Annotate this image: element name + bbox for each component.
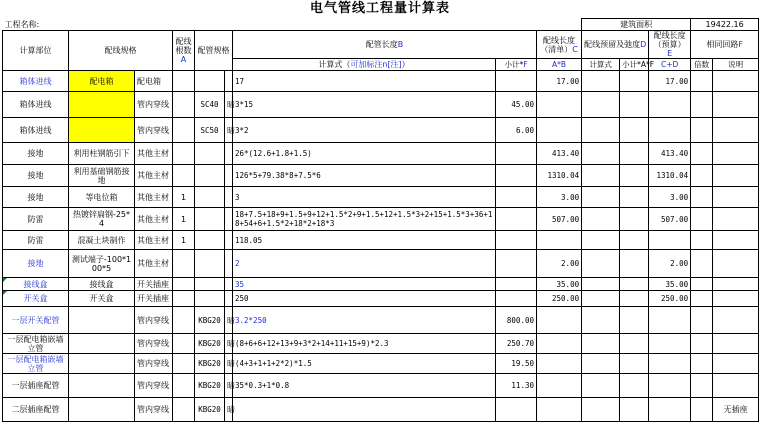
method-cell[interactable] xyxy=(225,208,233,231)
header-note: 说明 xyxy=(713,59,759,71)
type-cell[interactable]: 管内穿线 xyxy=(135,307,173,334)
cpd-cell[interactable] xyxy=(649,231,691,250)
multiple-cell[interactable] xyxy=(691,250,713,278)
type-cell[interactable]: 其他主材 xyxy=(135,165,173,187)
reserve-formula-cell[interactable] xyxy=(582,354,620,374)
cpd-cell[interactable] xyxy=(649,307,691,334)
axb-cell[interactable]: 35.00 xyxy=(537,278,582,291)
roots-cell[interactable] xyxy=(173,291,195,307)
pipe-cell[interactable]: SC40 xyxy=(195,92,225,118)
pipe-cell[interactable] xyxy=(195,208,225,231)
reserve-formula-cell[interactable] xyxy=(582,92,620,118)
multiple-cell[interactable] xyxy=(691,231,713,250)
subtotal-cell[interactable] xyxy=(496,291,537,307)
pipe-cell[interactable] xyxy=(195,231,225,250)
subtotal-cell[interactable] xyxy=(496,71,537,92)
method-cell[interactable]: 暗 xyxy=(225,118,233,143)
pipe-cell[interactable]: KBG20 xyxy=(195,354,225,374)
method-cell[interactable] xyxy=(225,250,233,278)
note-cell[interactable] xyxy=(713,250,759,278)
multiple-cell[interactable] xyxy=(691,71,713,92)
roots-cell[interactable] xyxy=(173,278,195,291)
cpd-cell[interactable] xyxy=(649,92,691,118)
table-row xyxy=(3,374,759,398)
note-cell[interactable] xyxy=(713,278,759,291)
type-cell[interactable]: 其他主材 xyxy=(135,250,173,278)
method-cell[interactable]: 暗 xyxy=(225,307,233,334)
multiple-cell[interactable] xyxy=(691,118,713,143)
roots-cell[interactable] xyxy=(173,334,195,354)
method-cell[interactable]: 暗 xyxy=(225,354,233,374)
type-cell[interactable]: 管内穿线 xyxy=(135,92,173,118)
type-cell[interactable]: 其他主材 xyxy=(135,143,173,165)
spec-cell[interactable] xyxy=(69,334,135,354)
roots-cell[interactable] xyxy=(173,398,195,422)
subtotal-cell[interactable] xyxy=(496,278,537,291)
formula-cell[interactable]: 3*15 xyxy=(233,92,496,118)
reserve-subtotal-cell[interactable] xyxy=(620,307,649,334)
table-row xyxy=(3,118,759,143)
reserve-formula-cell[interactable] xyxy=(582,71,620,92)
table-row xyxy=(3,165,759,187)
pipe-cell[interactable] xyxy=(195,291,225,307)
type-cell[interactable]: 管内穿线 xyxy=(135,118,173,143)
roots-cell[interactable] xyxy=(173,92,195,118)
cpd-cell[interactable]: 1310.04 xyxy=(649,165,691,187)
reserve-formula-cell[interactable] xyxy=(582,165,620,187)
multiple-cell[interactable] xyxy=(691,208,713,231)
multiple-cell[interactable] xyxy=(691,307,713,334)
spec-cell[interactable]: 混凝土块制作 xyxy=(69,231,135,250)
axb-cell[interactable] xyxy=(537,92,582,118)
reserve-subtotal-cell[interactable] xyxy=(620,231,649,250)
spec-cell[interactable]: 配电箱 xyxy=(69,71,135,92)
pipe-cell[interactable]: KBG20 xyxy=(195,334,225,354)
multiple-cell[interactable] xyxy=(691,187,713,208)
sheet-title: 电气管线工程量计算表 xyxy=(309,1,450,16)
roots-cell[interactable] xyxy=(173,354,195,374)
note-cell[interactable]: 无插座 xyxy=(713,398,759,422)
axb-cell[interactable]: 3.00 xyxy=(537,187,582,208)
pipe-cell[interactable]: KBG20 xyxy=(195,398,225,422)
roots-cell[interactable]: 1 xyxy=(173,208,195,231)
reserve-subtotal-cell[interactable] xyxy=(620,208,649,231)
reserve-formula-cell[interactable] xyxy=(582,118,620,143)
method-cell[interactable] xyxy=(225,187,233,208)
note-cell[interactable] xyxy=(713,208,759,231)
spec-cell[interactable]: 热镀锌扁钢-25*4 xyxy=(69,208,135,231)
method-cell[interactable]: 暗 xyxy=(225,374,233,398)
reserve-subtotal-cell[interactable] xyxy=(620,250,649,278)
multiple-cell[interactable] xyxy=(691,334,713,354)
spec-cell[interactable] xyxy=(69,398,135,422)
method-cell[interactable] xyxy=(225,231,233,250)
formula-cell[interactable]: 3 xyxy=(233,187,496,208)
part-cell[interactable]: 箱体进线 xyxy=(3,92,69,118)
subtotal-cell[interactable] xyxy=(496,398,537,422)
header-reserve-formula: 计算式 xyxy=(582,59,620,71)
subtotal-cell[interactable] xyxy=(496,165,537,187)
subtotal-cell[interactable]: 11.30 xyxy=(496,374,537,398)
part-cell[interactable]: 箱体进线 xyxy=(3,118,69,143)
method-cell[interactable] xyxy=(225,143,233,165)
multiple-cell[interactable] xyxy=(691,165,713,187)
spec-cell[interactable] xyxy=(69,92,135,118)
roots-cell[interactable] xyxy=(173,71,195,92)
reserve-formula-cell[interactable] xyxy=(582,307,620,334)
reserve-subtotal-cell[interactable] xyxy=(620,278,649,291)
area-label: 建筑面积 xyxy=(582,19,691,31)
multiple-cell[interactable] xyxy=(691,374,713,398)
data-rows xyxy=(3,71,759,422)
method-cell[interactable] xyxy=(225,165,233,187)
calc-table xyxy=(2,18,759,422)
type-cell[interactable]: 管内穿线 xyxy=(135,398,173,422)
spec-cell[interactable]: 利用柱钢筋引下 xyxy=(69,143,135,165)
cpd-cell[interactable]: 2.00 xyxy=(649,250,691,278)
table-row xyxy=(3,250,759,278)
header-pipe-length: 配管长度B xyxy=(233,31,537,59)
pipe-cell[interactable]: KBG20 xyxy=(195,374,225,398)
cpd-cell[interactable]: 413.40 xyxy=(649,143,691,165)
table-row xyxy=(3,231,759,250)
header-formula: 计算式（可加标注n[注]） xyxy=(233,59,496,71)
axb-cell[interactable] xyxy=(537,307,582,334)
cpd-cell[interactable] xyxy=(649,354,691,374)
project-name-label: 工程名称: xyxy=(3,19,582,31)
axb-cell[interactable] xyxy=(537,374,582,398)
cpd-cell[interactable] xyxy=(649,334,691,354)
type-cell[interactable]: 配电箱 xyxy=(135,71,173,92)
table-row xyxy=(3,278,759,291)
axb-cell[interactable] xyxy=(537,398,582,422)
reserve-subtotal-cell[interactable] xyxy=(620,92,649,118)
spec-cell[interactable]: 接线盒 xyxy=(69,278,135,291)
subtotal-cell[interactable]: 45.00 xyxy=(496,92,537,118)
reserve-formula-cell[interactable] xyxy=(582,374,620,398)
subtotal-cell[interactable]: 19.50 xyxy=(496,354,537,374)
table-row xyxy=(3,291,759,307)
formula-cell[interactable]: (4+3+1+1+2*2)*1.5 xyxy=(233,354,496,374)
method-cell[interactable] xyxy=(225,278,233,291)
part-cell[interactable]: 接地 xyxy=(3,250,69,278)
cpd-cell[interactable]: 507.00 xyxy=(649,208,691,231)
multiple-cell[interactable] xyxy=(691,354,713,374)
cpd-cell[interactable]: 17.00 xyxy=(649,71,691,92)
spec-cell[interactable]: 等电位箱 xyxy=(69,187,135,208)
pipe-cell[interactable] xyxy=(195,187,225,208)
spec-cell[interactable] xyxy=(69,307,135,334)
formula-cell[interactable]: 2 xyxy=(233,250,496,278)
formula-cell[interactable]: (8+6+6+12+13+9+3*2+14+11+15+9)*2.3 xyxy=(233,334,496,354)
subtotal-cell[interactable] xyxy=(496,143,537,165)
axb-cell[interactable] xyxy=(537,118,582,143)
note-cell[interactable] xyxy=(713,354,759,374)
roots-cell[interactable] xyxy=(173,250,195,278)
reserve-subtotal-cell[interactable] xyxy=(620,354,649,374)
part-cell[interactable]: 箱体进线 xyxy=(3,71,69,92)
axb-cell[interactable]: 250.00 xyxy=(537,291,582,307)
subtotal-cell[interactable] xyxy=(496,187,537,208)
multiple-cell[interactable] xyxy=(691,92,713,118)
header-wire-length: 配线长度 （清单）C xyxy=(537,31,582,59)
pipe-cell[interactable] xyxy=(195,71,225,92)
part-cell[interactable]: 二层插座配管 xyxy=(3,398,69,422)
header-part: 计算部位 xyxy=(3,31,69,71)
pipe-cell[interactable]: KBG20 xyxy=(195,307,225,334)
cpd-cell[interactable] xyxy=(649,118,691,143)
note-cell[interactable] xyxy=(713,334,759,354)
formula-cell[interactable]: 118.05 xyxy=(233,231,496,250)
part-cell[interactable]: 一层配电箱嵌墙立管 xyxy=(3,334,69,354)
roots-cell[interactable] xyxy=(173,374,195,398)
method-cell[interactable] xyxy=(225,291,233,307)
reserve-subtotal-cell[interactable] xyxy=(620,374,649,398)
reserve-subtotal-cell[interactable] xyxy=(620,334,649,354)
type-cell[interactable]: 开关插座 xyxy=(135,278,173,291)
note-cell[interactable] xyxy=(713,307,759,334)
note-cell[interactable] xyxy=(713,165,759,187)
table-row xyxy=(3,307,759,334)
reserve-formula-cell[interactable] xyxy=(582,398,620,422)
reserve-subtotal-cell[interactable] xyxy=(620,291,649,307)
area-value[interactable]: 19422.16 xyxy=(691,19,759,31)
header-pipe-spec: 配管规格 xyxy=(195,31,233,71)
method-cell[interactable] xyxy=(225,71,233,92)
project-row xyxy=(3,19,759,31)
reserve-formula-cell[interactable] xyxy=(582,208,620,231)
note-cell[interactable] xyxy=(713,291,759,307)
roots-cell[interactable]: 1 xyxy=(173,231,195,250)
subtotal-cell[interactable]: 6.00 xyxy=(496,118,537,143)
table-row xyxy=(3,71,759,92)
reserve-formula-cell[interactable] xyxy=(582,143,620,165)
pipe-cell[interactable] xyxy=(195,165,225,187)
table-row xyxy=(3,354,759,374)
header-reserve-subtotal: 小计*A*F xyxy=(620,59,649,71)
part-cell[interactable]: 一层配电箱嵌墙立管 xyxy=(3,354,69,374)
header-same-loop: 相同回路F xyxy=(691,31,759,59)
axb-cell[interactable]: 1310.04 xyxy=(537,165,582,187)
spec-cell[interactable]: 测试端子-100*100*5 xyxy=(69,250,135,278)
table-row xyxy=(3,334,759,354)
formula-cell[interactable]: 17 xyxy=(233,71,496,92)
subtotal-cell[interactable] xyxy=(496,250,537,278)
axb-cell[interactable]: 413.40 xyxy=(537,143,582,165)
header-roots: 配线 根数 A xyxy=(173,31,195,71)
part-cell[interactable]: 一层插座配管 xyxy=(3,374,69,398)
part-cell[interactable]: 接地 xyxy=(3,143,69,165)
header-subtotal: 小计*F xyxy=(496,59,537,71)
reserve-subtotal-cell[interactable] xyxy=(620,187,649,208)
multiple-cell[interactable] xyxy=(691,398,713,422)
part-cell[interactable]: 接地 xyxy=(3,187,69,208)
formula-cell[interactable] xyxy=(233,398,496,422)
type-cell[interactable]: 管内穿线 xyxy=(135,374,173,398)
spec-cell[interactable] xyxy=(69,354,135,374)
note-cell[interactable] xyxy=(713,143,759,165)
roots-cell[interactable] xyxy=(173,165,195,187)
note-cell[interactable] xyxy=(713,118,759,143)
reserve-formula-cell[interactable] xyxy=(582,250,620,278)
note-cell[interactable] xyxy=(713,231,759,250)
note-cell[interactable] xyxy=(713,374,759,398)
header-wire-budget: 配线长度 （预算）E xyxy=(649,31,691,59)
cpd-cell[interactable]: 3.00 xyxy=(649,187,691,208)
axb-cell[interactable]: 507.00 xyxy=(537,208,582,231)
axb-cell[interactable] xyxy=(537,334,582,354)
roots-cell[interactable] xyxy=(173,307,195,334)
header-reserve: 配线预留及弛度D xyxy=(582,31,649,59)
reserve-formula-cell[interactable] xyxy=(582,187,620,208)
subtotal-cell[interactable]: 250.70 xyxy=(496,334,537,354)
part-cell[interactable]: 一层开关配管 xyxy=(3,307,69,334)
method-cell[interactable]: 暗 xyxy=(225,334,233,354)
type-cell[interactable]: 其他主材 xyxy=(135,208,173,231)
roots-cell[interactable] xyxy=(173,143,195,165)
header-axb: A*B xyxy=(537,59,582,71)
method-cell[interactable]: 暗 xyxy=(225,398,233,422)
pipe-cell[interactable]: SC50 xyxy=(195,118,225,143)
axb-cell[interactable] xyxy=(537,231,582,250)
part-cell[interactable]: 防雷 xyxy=(3,208,69,231)
subtotal-cell[interactable]: 800.00 xyxy=(496,307,537,334)
spec-cell[interactable]: 开关盒 xyxy=(69,291,135,307)
type-cell[interactable]: 开关插座 xyxy=(135,291,173,307)
subtotal-cell[interactable] xyxy=(496,208,537,231)
reserve-subtotal-cell[interactable] xyxy=(620,398,649,422)
table-row xyxy=(3,208,759,231)
spec-cell[interactable] xyxy=(69,118,135,143)
part-cell[interactable]: 开关盒 xyxy=(3,291,69,307)
subtotal-cell[interactable] xyxy=(496,231,537,250)
note-cell[interactable] xyxy=(713,187,759,208)
table-row xyxy=(3,187,759,208)
reserve-subtotal-cell[interactable] xyxy=(620,71,649,92)
pipe-cell[interactable] xyxy=(195,250,225,278)
part-cell[interactable]: 防雷 xyxy=(3,231,69,250)
formula-cell[interactable]: 26*(12.6+1.8+1.5) xyxy=(233,143,496,165)
header-row-1 xyxy=(3,31,759,59)
reserve-subtotal-cell[interactable] xyxy=(620,118,649,143)
reserve-formula-cell[interactable] xyxy=(582,291,620,307)
reserve-subtotal-cell[interactable] xyxy=(620,165,649,187)
formula-cell[interactable]: 126*5+79.38*8+7.5*6 xyxy=(233,165,496,187)
table-row xyxy=(3,398,759,422)
part-cell[interactable]: 接地 xyxy=(3,165,69,187)
formula-cell[interactable]: 250 xyxy=(233,291,496,307)
roots-cell[interactable] xyxy=(173,118,195,143)
header-multiple: 倍数 xyxy=(691,59,713,71)
cpd-cell[interactable]: 250.00 xyxy=(649,291,691,307)
axb-cell[interactable]: 2.00 xyxy=(537,250,582,278)
pipe-cell[interactable] xyxy=(195,278,225,291)
roots-cell[interactable]: 1 xyxy=(173,187,195,208)
note-cell[interactable] xyxy=(713,92,759,118)
formula-cell[interactable]: 35*0.3+1*0.8 xyxy=(233,374,496,398)
note-cell[interactable] xyxy=(713,71,759,92)
reserve-subtotal-cell[interactable] xyxy=(620,143,649,165)
type-cell[interactable]: 管内穿线 xyxy=(135,354,173,374)
formula-cell[interactable]: 35 xyxy=(233,278,496,291)
header-cpd: C+D xyxy=(649,59,691,71)
formula-cell[interactable]: 3*2 xyxy=(233,118,496,143)
header-spec: 配线规格 xyxy=(69,31,173,71)
multiple-cell[interactable] xyxy=(691,278,713,291)
reserve-formula-cell[interactable] xyxy=(582,278,620,291)
cpd-cell[interactable]: 35.00 xyxy=(649,278,691,291)
formula-cell[interactable]: 3.2*250 xyxy=(233,307,496,334)
multiple-cell[interactable] xyxy=(691,291,713,307)
cpd-cell[interactable] xyxy=(649,374,691,398)
multiple-cell[interactable] xyxy=(691,143,713,165)
axb-cell[interactable] xyxy=(537,354,582,374)
reserve-formula-cell[interactable] xyxy=(582,231,620,250)
table-row xyxy=(3,143,759,165)
pipe-cell[interactable] xyxy=(195,143,225,165)
table-row xyxy=(3,92,759,118)
spec-cell[interactable]: 利用基础钢筋接地 xyxy=(69,165,135,187)
formula-cell[interactable]: 18+7.5+18+9+1.5+9+12+1.5*2+9+1.5+12+1.5*3+2+15+1.5*3+36+18+54+6+1.5*2+18*2+18*3 xyxy=(233,208,496,231)
axb-cell[interactable]: 17.00 xyxy=(537,71,582,92)
reserve-formula-cell[interactable] xyxy=(582,334,620,354)
method-cell[interactable]: 暗 xyxy=(225,92,233,118)
cpd-cell[interactable] xyxy=(649,398,691,422)
type-cell[interactable]: 管内穿线 xyxy=(135,334,173,354)
spec-cell[interactable] xyxy=(69,374,135,398)
type-cell[interactable]: 其他主材 xyxy=(135,187,173,208)
type-cell[interactable]: 其他主材 xyxy=(135,231,173,250)
part-cell[interactable]: 接线盒 xyxy=(3,278,69,291)
